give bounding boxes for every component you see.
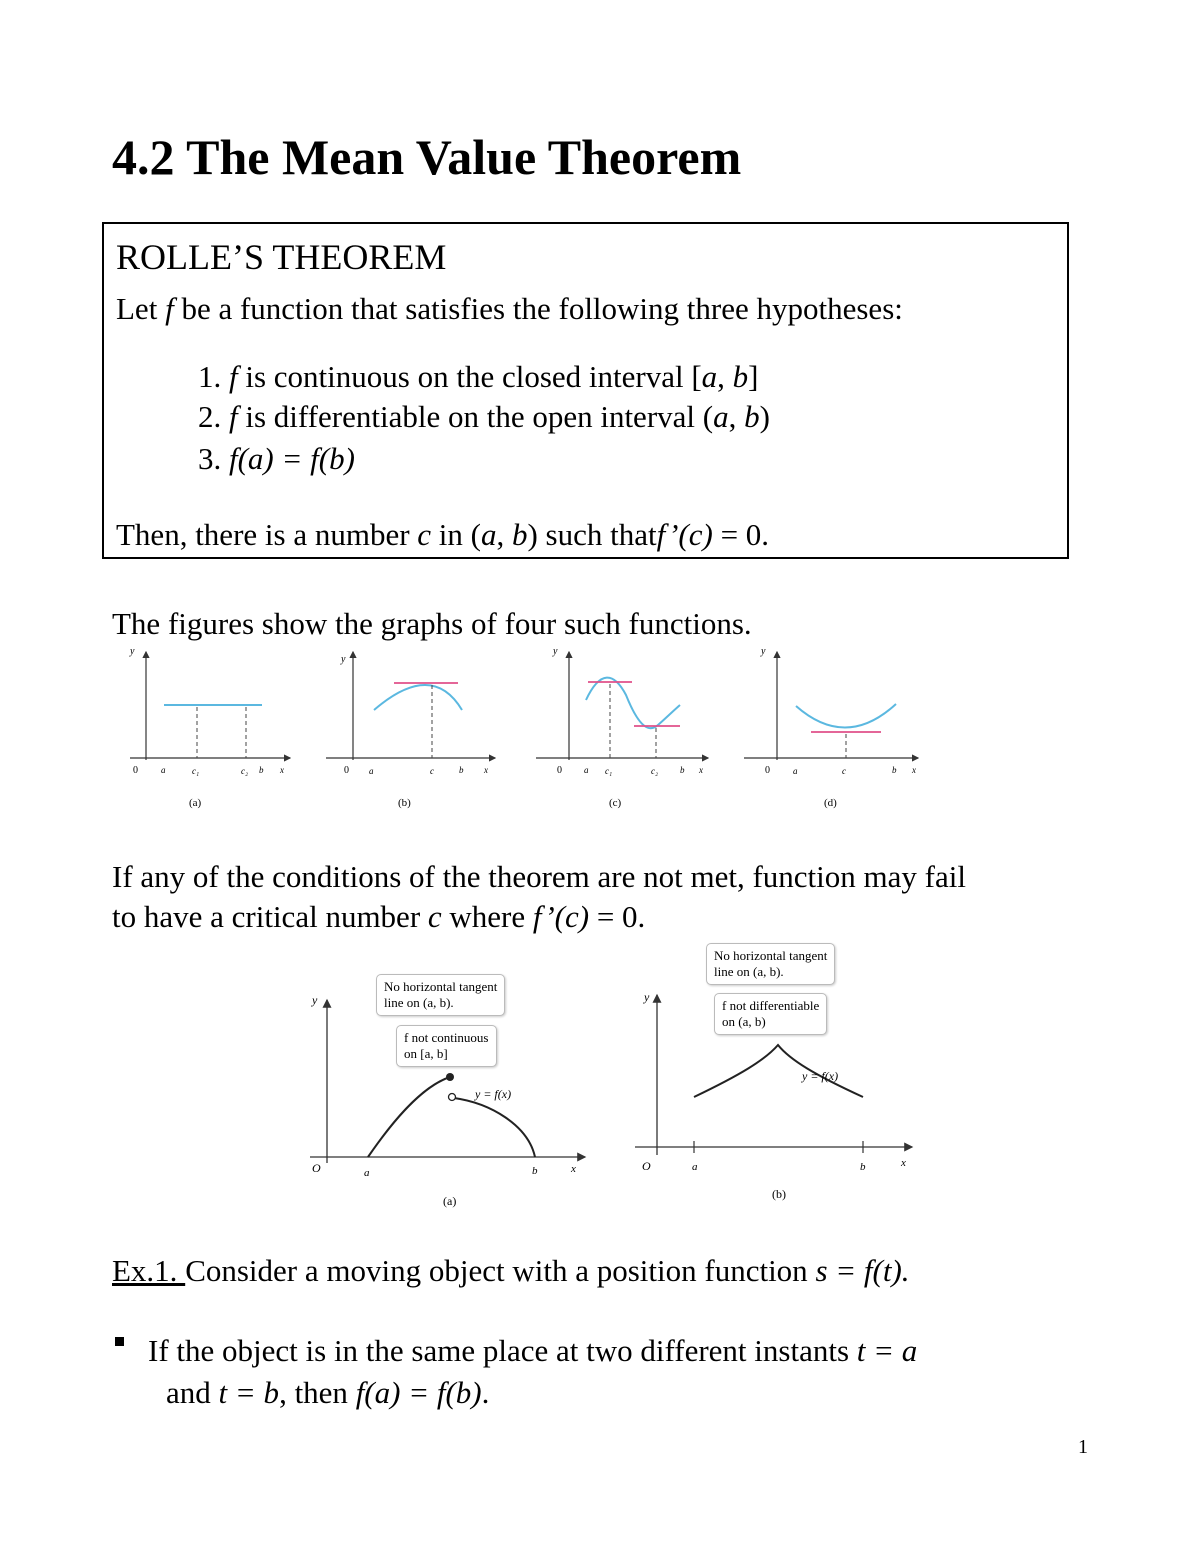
cx-a-curve-label: y = f(x)	[475, 1087, 512, 1101]
theorem-intro	[116, 291, 903, 327]
fig-d-b: b	[892, 765, 897, 775]
example-eq: s = f(t).	[815, 1253, 910, 1288]
conditions-line-2	[112, 899, 645, 935]
cx-a-callout1-line1: No horizontal tangent	[384, 979, 498, 994]
bullet-l2-pre: and	[166, 1375, 219, 1410]
intro-text: Let	[116, 291, 166, 326]
cx-a-y-label: y	[312, 993, 318, 1007]
cx-a-curve-right	[454, 1098, 535, 1157]
cond-pre: to have a critical number	[112, 899, 428, 934]
fig-c-curve	[586, 678, 680, 729]
fig-a-x-label: x	[280, 765, 284, 775]
cx-b-callout1-line2: line on (a, b).	[714, 964, 784, 979]
fig-b-c: c	[430, 766, 434, 776]
hypothesis-2	[198, 399, 770, 435]
cx-b-callout-not-differentiable	[714, 993, 827, 1035]
h2-end: )	[759, 399, 770, 434]
cx-b-callout-no-tangent	[706, 943, 835, 985]
then-fc: f’(c)	[656, 517, 713, 552]
then-c: c	[417, 517, 432, 552]
fig-c-c2: c₂	[651, 766, 659, 776]
fig-c-y-label: y	[553, 646, 558, 657]
h1-text: is continuous on the closed interval [	[237, 359, 702, 394]
cx-a-caption: (a)	[443, 1194, 457, 1208]
cond-mid: where	[441, 899, 533, 934]
cond-fc: f’(c)	[532, 899, 590, 934]
fig-b-a: a	[369, 766, 374, 776]
h1-a: a	[701, 359, 718, 394]
figure-d	[744, 646, 918, 809]
cx-b-callout1-line1: No horizontal tangent	[714, 948, 828, 963]
fig-d-c: c	[842, 766, 846, 776]
fig-b-y-label: y	[341, 654, 346, 665]
intro-f: f	[165, 291, 174, 326]
bullet-l1-text: If the object is in the same place at two different instants	[148, 1333, 857, 1368]
h1-end: ]	[748, 359, 759, 394]
fig-d-a: a	[793, 766, 798, 776]
fig-d-x-label: x	[912, 765, 916, 775]
then-a: a	[480, 517, 497, 552]
intro-text-end: be a function that satisfies the following three hypotheses:	[173, 291, 903, 326]
cx-b-y-label: y	[644, 990, 650, 1004]
fig-b-x-label: x	[484, 765, 488, 775]
h2-b: b	[744, 399, 760, 434]
fig-a-b: b	[259, 765, 264, 775]
then-b: b	[511, 517, 528, 552]
fig-c-a: a	[584, 765, 589, 775]
h1-num: 1.	[198, 359, 229, 394]
cx-a-callout-not-continuous	[396, 1025, 497, 1067]
bullet-l2-eq2: f(a) = f(b)	[355, 1375, 482, 1410]
conditions-line-1: If any of the conditions of the theorem are not met, function may fail	[112, 859, 966, 894]
h2-f: f	[229, 399, 238, 434]
example-label: Ex.1.	[112, 1253, 186, 1288]
hypothesis-3	[198, 441, 355, 477]
h3-num: 3.	[198, 441, 229, 476]
fig-b-caption: (b)	[398, 797, 411, 809]
figure-c	[536, 646, 708, 809]
bullet-l2-eq: t = b	[218, 1375, 280, 1410]
then-pre: Then, there is a number	[116, 517, 418, 552]
then-end: = 0.	[712, 517, 770, 552]
then-sep: ,	[496, 517, 512, 552]
cond-c: c	[427, 899, 442, 934]
cx-a-callout2-line2: on [a, b]	[404, 1046, 448, 1061]
fig-c-c1: c₁	[605, 766, 613, 776]
cx-a-callout2-line1: f not continuous	[404, 1030, 489, 1045]
cx-b-callout2-line1: f not differentiable	[722, 998, 820, 1013]
fig-d-y-label: y	[761, 646, 766, 657]
cx-b-a: a	[692, 1161, 698, 1173]
figure-a	[129, 646, 290, 809]
cx-a-curve-left	[368, 1077, 450, 1157]
bullet-l2-end: .	[481, 1375, 490, 1410]
cx-b-caption: (b)	[772, 1187, 786, 1201]
h2-sep: ,	[728, 399, 745, 434]
fig-d-caption: (d)	[824, 797, 837, 809]
cx-b-origin: O	[642, 1159, 651, 1173]
cx-b-b: b	[860, 1161, 866, 1173]
fig-c-b: b	[680, 765, 685, 775]
fig-c-origin: 0	[557, 765, 562, 776]
cx-a-x-label: x	[571, 1163, 576, 1175]
figure-b	[326, 652, 495, 809]
figures-caption: The figures show the graphs of four such functions.	[112, 606, 752, 641]
bullet-line-1	[148, 1333, 917, 1369]
cx-b-curve-label: y = f(x)	[802, 1069, 839, 1083]
cond-end: = 0.	[589, 899, 646, 934]
cx-a-origin: O	[312, 1161, 321, 1175]
cx-a-a: a	[364, 1167, 370, 1179]
then-mid2: ) such that	[527, 517, 657, 552]
hypothesis-1	[198, 359, 759, 395]
fig-a-y-label: y	[130, 646, 135, 657]
h1-sep: ,	[717, 359, 733, 394]
cx-b-callout2-line2: on (a, b)	[722, 1014, 766, 1029]
theorem-heading: ROLLE’S THEOREM	[116, 237, 447, 277]
cx-a-callout1-line2: line on (a, b).	[384, 995, 454, 1010]
bullet-square	[115, 1337, 124, 1346]
fig-c-x-label: x	[699, 765, 703, 775]
page-number: 1	[1078, 1436, 1088, 1458]
page-title: 4.2 The Mean Value Theorem	[112, 129, 742, 185]
fig-a-a: a	[161, 765, 166, 775]
fig-b-origin: 0	[344, 765, 349, 776]
h2-text: is differentiable on the open interval (	[237, 399, 714, 434]
h1-b: b	[732, 359, 749, 394]
fig-d-origin: 0	[765, 765, 770, 776]
theorem-conclusion	[116, 517, 769, 553]
then-mid: in (	[431, 517, 481, 552]
h2-a: a	[713, 399, 729, 434]
fig-b-b: b	[459, 765, 464, 775]
cx-a-b: b	[532, 1165, 538, 1177]
fig-b-curve	[374, 685, 462, 710]
h1-f: f	[229, 359, 238, 394]
bullet-l2-mid: , then	[279, 1375, 356, 1410]
cx-a-open-point	[449, 1094, 456, 1101]
fig-d-curve	[796, 704, 896, 728]
fig-c-caption: (c)	[609, 797, 622, 809]
cx-a-callout-no-tangent	[376, 974, 505, 1016]
example-1	[112, 1253, 910, 1289]
fig-a-caption: (a)	[189, 797, 202, 809]
example-text: Consider a moving object with a position function	[185, 1253, 816, 1288]
bullet-l1-eq: t = a	[856, 1333, 918, 1368]
h2-num: 2.	[198, 399, 229, 434]
h3-eq: f(a) = f(b)	[229, 441, 355, 476]
cx-b-x-label: x	[901, 1157, 906, 1169]
bullet-line-2	[166, 1375, 489, 1411]
cx-a-closed-point	[446, 1073, 454, 1081]
fig-a-c2: c₂	[241, 766, 249, 776]
fig-a-c1: c₁	[192, 766, 200, 776]
rolle-figures	[110, 640, 940, 820]
fig-a-origin: 0	[133, 765, 138, 776]
